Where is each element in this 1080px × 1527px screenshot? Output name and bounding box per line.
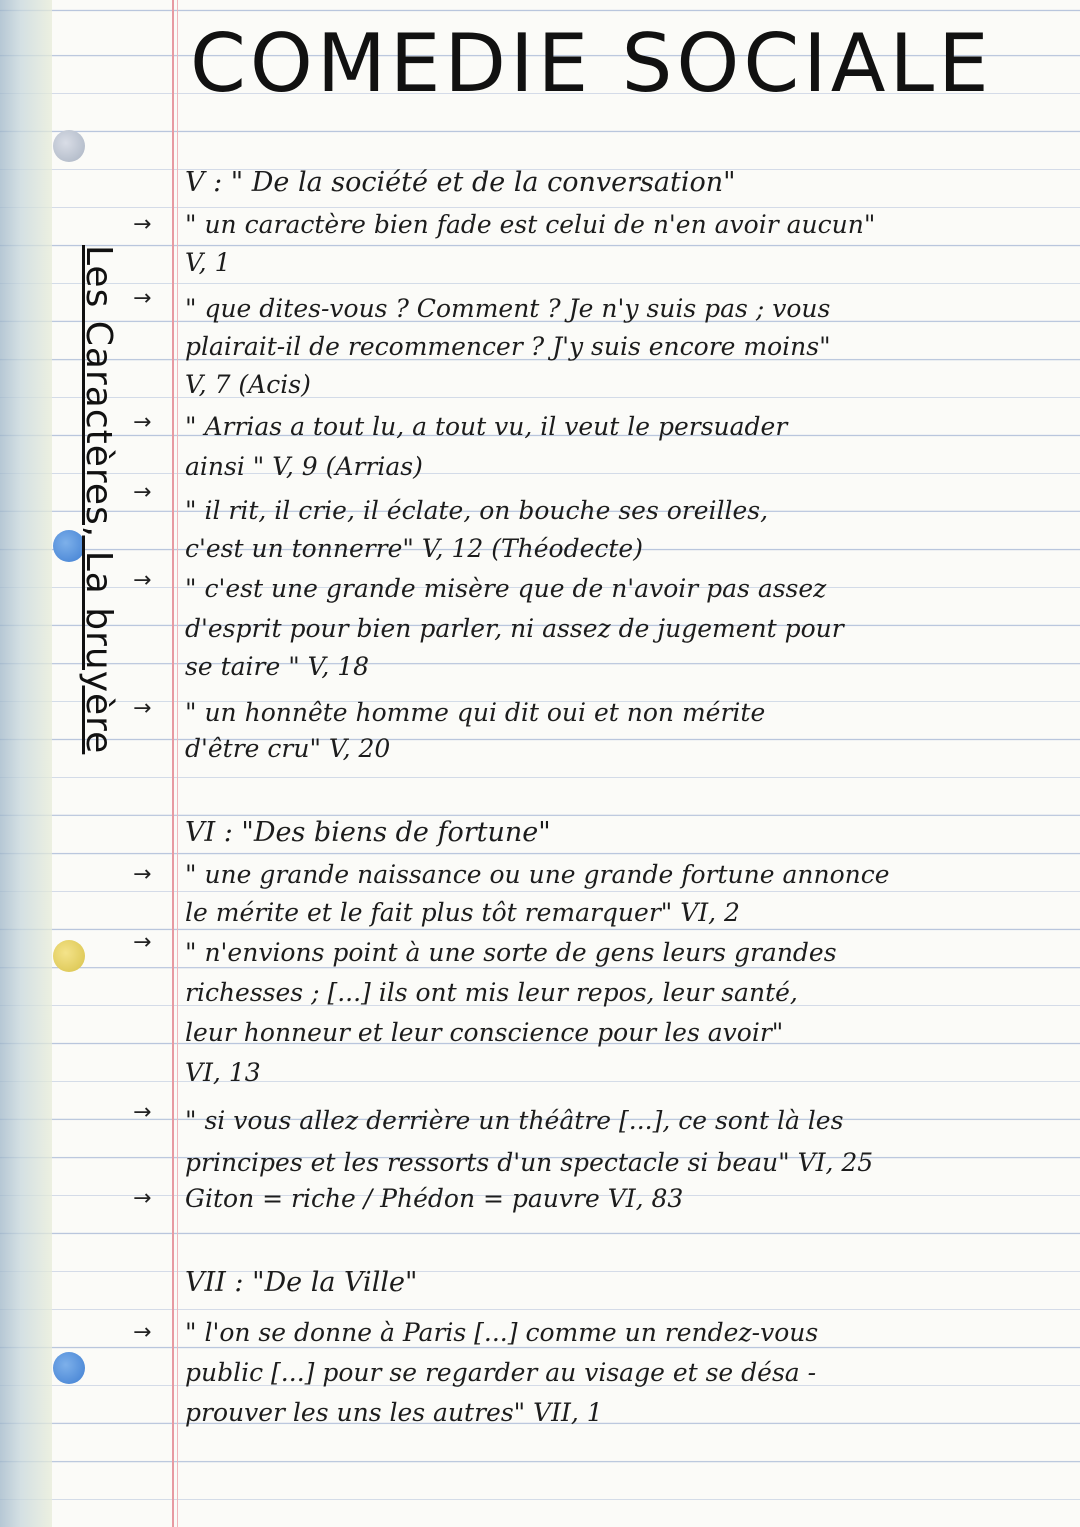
arrow-icon: →: [133, 286, 152, 311]
note-line: " n'envions point à une sorte de gens leurs grandes: [185, 938, 837, 967]
arrow-icon: →: [133, 212, 152, 237]
note-line: ainsi " V, 9 (Arrias): [185, 452, 423, 481]
note-line: le mérite et le fait plus tôt remarquer" VI, 2: [185, 898, 740, 927]
section-heading: VII : "De la Ville": [185, 1267, 418, 1298]
binder-hole-icon: [53, 940, 85, 972]
arrow-icon: →: [133, 480, 152, 505]
arrow-icon: →: [133, 696, 152, 721]
arrow-icon: →: [133, 930, 152, 955]
note-line: c'est un tonnerre" V, 12 (Théodecte): [185, 534, 643, 563]
margin-line-inner: [177, 0, 178, 1527]
note-line: prouver les uns les autres" VII, 1: [185, 1398, 603, 1427]
page-title: COMEDIE SOCIALE: [190, 17, 993, 110]
note-line: V, 7 (Acis): [185, 370, 311, 399]
note-line: se taire " V, 18: [185, 652, 370, 681]
note-line: public [...] pour se regarder au visage et se désa -: [185, 1358, 817, 1387]
arrow-icon: →: [133, 568, 152, 593]
note-line: V, 1: [185, 248, 231, 277]
note-line: plairait-il de recommencer ? J'y suis encore moins": [185, 332, 831, 361]
arrow-icon: →: [133, 1100, 152, 1125]
page-edge: [0, 0, 52, 1527]
arrow-icon: →: [133, 410, 152, 435]
note-line: leur honneur et leur conscience pour les avoir": [185, 1018, 784, 1047]
note-line: " l'on se donne à Paris [...] comme un rendez-vous: [185, 1318, 819, 1347]
arrow-icon: →: [133, 1186, 152, 1211]
margin-line: [172, 0, 174, 1527]
note-line: principes et les ressorts d'un spectacle si beau" VI, 25: [185, 1148, 874, 1177]
arrow-icon: →: [133, 862, 152, 887]
binder-hole-icon: [53, 130, 85, 162]
arrow-icon: →: [133, 1320, 152, 1345]
note-line: richesses ; [...] ils ont mis leur repos, leur santé,: [185, 978, 798, 1007]
note-line: Giton = riche / Phédon = pauvre VI, 83: [185, 1184, 684, 1213]
note-line: " un honnête homme qui dit oui et non mérite: [185, 698, 766, 727]
note-line: " Arrias a tout lu, a tout vu, il veut le persuader: [185, 412, 788, 441]
section-heading: V : " De la société et de la conversation": [185, 167, 736, 198]
note-line: d'esprit pour bien parler, ni assez de jugement pour: [185, 614, 844, 643]
note-line: " c'est une grande misère que de n'avoir pas assez: [185, 574, 827, 603]
section-heading: VI : "Des biens de fortune": [185, 817, 551, 848]
note-line: d'être cru" V, 20: [185, 734, 391, 763]
note-line: " il rit, il crie, il éclate, on bouche ses oreilles,: [185, 496, 769, 525]
note-line: " que dites-vous ? Comment ? Je n'y suis pas ; vous: [185, 294, 831, 323]
note-line: " un caractère bien fade est celui de n'en avoir aucun": [185, 210, 876, 239]
binder-hole-icon: [53, 1352, 85, 1384]
side-title: Les Caractères, La bruyère: [78, 245, 119, 755]
note-line: VI, 13: [185, 1058, 261, 1087]
note-line: " une grande naissance ou une grande fortune annonce: [185, 860, 890, 889]
note-line: " si vous allez derrière un théâtre [...], ce sont là les: [185, 1106, 844, 1135]
